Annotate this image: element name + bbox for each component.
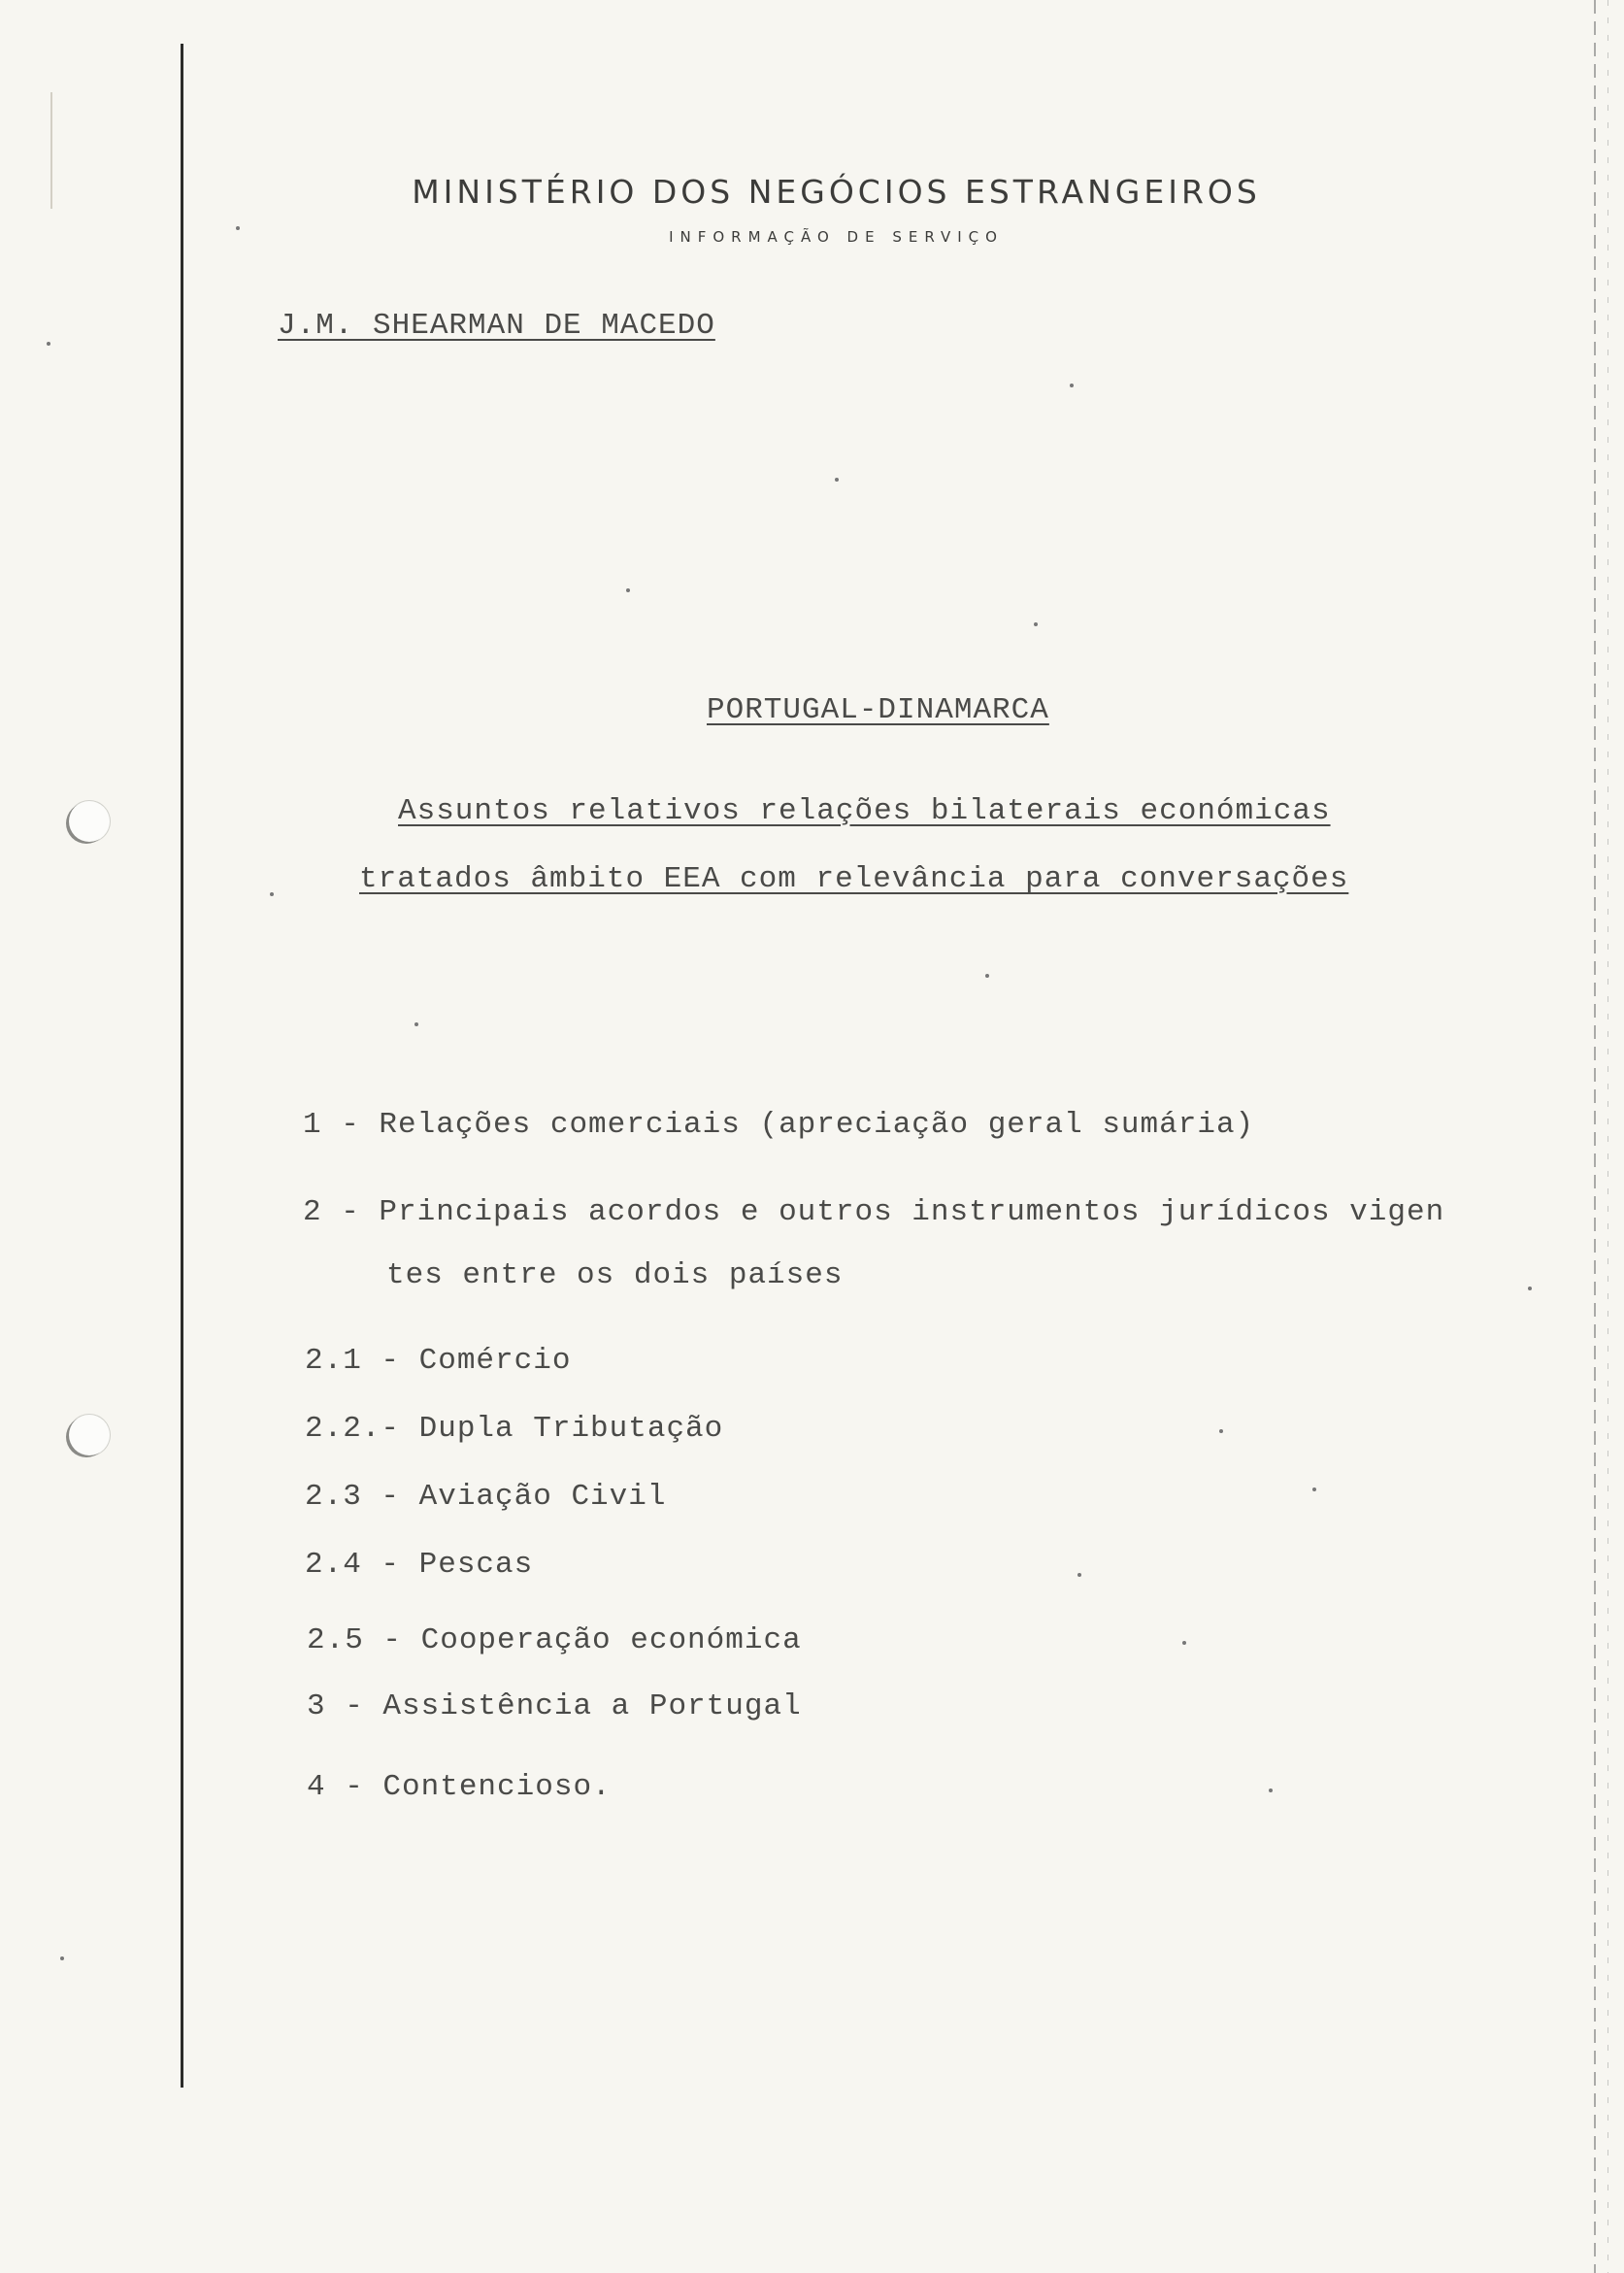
ministry-heading: MINISTÉRIO DOS NEGÓCIOS ESTRANGEIROS [412, 173, 1261, 211]
page-edge-mark-inner [1607, 0, 1608, 2273]
page-title: PORTUGAL-DINAMARCA [707, 693, 1049, 727]
speck [47, 342, 50, 346]
list-item-2-2: 2.2.- Dupla Tributação [305, 1412, 724, 1446]
speck [1182, 1641, 1186, 1645]
speck [1070, 384, 1074, 387]
speck [1269, 1788, 1273, 1792]
document-type-heading: INFORMAÇÃO DE SERVIÇO [669, 228, 1004, 246]
page-edge-mark [1594, 0, 1596, 2273]
list-item-2-3: 2.3 - Aviação Civil [305, 1480, 667, 1514]
author-name: J.M. SHEARMAN DE MACEDO [278, 309, 715, 343]
punch-hole-upper [69, 801, 110, 842]
list-item-2: 2 - Principais acordos e outros instrumentos jurídicos vigen [303, 1195, 1445, 1229]
speck [1312, 1487, 1316, 1491]
speck [60, 1956, 64, 1960]
list-item-2-4: 2.4 - Pescas [305, 1548, 534, 1582]
speck [1219, 1429, 1223, 1433]
margin-rule [181, 44, 183, 2088]
speck [1528, 1287, 1532, 1290]
subject-line-1: Assuntos relativos relações bilaterais económicas [398, 794, 1331, 828]
list-item-1: 1 - Relações comerciais (apreciação geral sumária) [303, 1108, 1255, 1142]
speck [270, 892, 274, 896]
list-item-2-continuation: tes entre os dois países [386, 1258, 844, 1292]
speck [626, 588, 630, 592]
speck [1077, 1573, 1081, 1577]
speck [835, 478, 839, 482]
list-item-2-1: 2.1 - Comércio [305, 1344, 572, 1378]
subject-line-2: tratados âmbito EEA com relevância para conversações [359, 862, 1349, 896]
speck [985, 974, 989, 978]
list-item-4: 4 - Contencioso. [307, 1770, 612, 1804]
punch-hole-lower [69, 1415, 110, 1455]
speck [414, 1022, 418, 1026]
list-item-3: 3 - Assistência a Portugal [307, 1689, 802, 1723]
speck [1034, 622, 1038, 626]
list-item-2-5: 2.5 - Cooperação económica [307, 1623, 802, 1657]
